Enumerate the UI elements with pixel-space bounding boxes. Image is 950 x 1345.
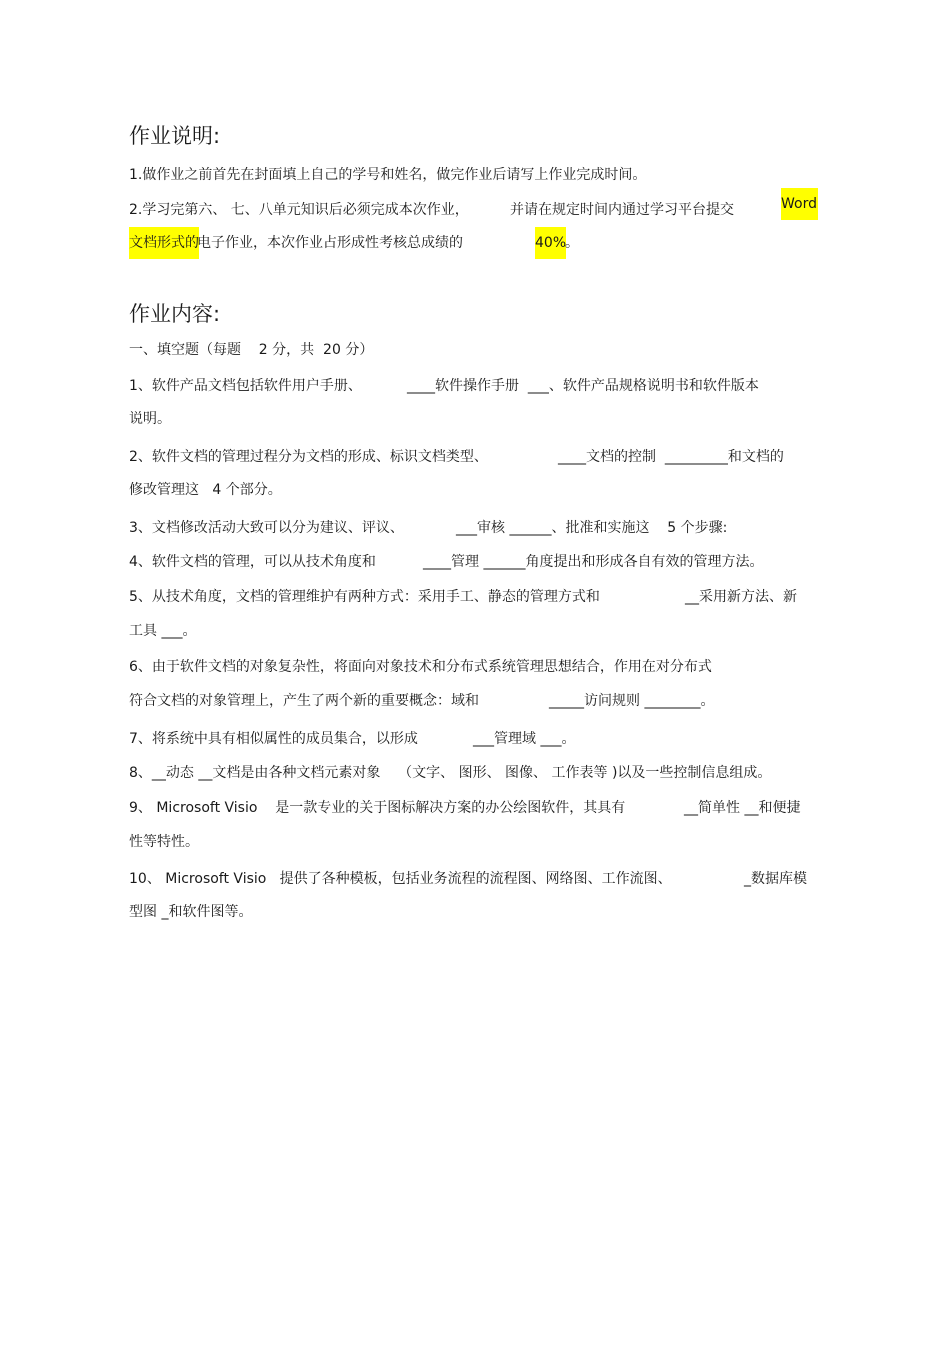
q9-part-b: __简单性 __和便捷 bbox=[684, 800, 801, 816]
q6-part-c: _____访问规则 ________。 bbox=[549, 693, 715, 709]
q9-part-a: 9、 Microsoft Visio 是一款专业的关于图标解决方案的办公绘图软件，其具有 bbox=[129, 800, 626, 816]
q6-part-a: 6、由于软件文档的对象复杂性，将面向对象技术和分布式系统管理思想结合，作用在对分布式 bbox=[129, 659, 712, 675]
word-highlight: Word bbox=[781, 188, 818, 220]
intro-item-2-part-a: 2.学习完第六、 七、八单元知识后必须完成本次作业， bbox=[129, 202, 469, 218]
q10-part-b: _数据库模 bbox=[744, 871, 807, 887]
q3-part-a: 3、文档修改活动大致可以分为建议、评议、 bbox=[129, 520, 404, 536]
intro-heading: 作业说明: bbox=[129, 124, 221, 148]
percent-highlight: 40% bbox=[535, 227, 566, 259]
q1-part-a: 1、软件产品文档包括软件用户手册、 bbox=[129, 378, 362, 394]
q5-part-c: 工具 ___。 bbox=[129, 623, 197, 639]
q4-part-a: 4、软件文档的管理，可以从技术角度和 bbox=[129, 554, 376, 570]
content-heading: 作业内容: bbox=[129, 302, 221, 326]
q1-part-c: 说明。 bbox=[129, 411, 171, 427]
q2-part-a: 2、软件文档的管理过程分为文档的形成、标识文档类型、 bbox=[129, 449, 488, 465]
q10-part-c: 型图 _和软件图等。 bbox=[129, 904, 253, 920]
q6-part-b: 符合文档的对象管理上，产生了两个新的重要概念：域和 bbox=[129, 693, 479, 709]
q7-part-b: ___管理域 ___。 bbox=[473, 731, 576, 747]
q10-part-a: 10、 Microsoft Visio 提供了各种模板，包括业务流程的流程图、网络图、工作流图、 bbox=[129, 871, 672, 887]
q5-part-b: __采用新方法、新 bbox=[685, 589, 797, 605]
intro-item-1: 1.做作业之前首先在封面填上自己的学号和姓名，做完作业后请写上作业完成时间。 bbox=[129, 167, 647, 183]
q9-part-c: 性等特性。 bbox=[129, 834, 199, 850]
q5-part-a: 5、从技术角度，文档的管理维护有两种方式：采用手工、静态的管理方式和 bbox=[129, 589, 600, 605]
docform-highlight: 文档形式的 bbox=[129, 227, 199, 259]
q4-part-b: ____管理 ______角度提出和形成各自有效的管理方法。 bbox=[423, 554, 764, 570]
q1-part-b: ____软件操作手册 ___、软件产品规格说明书和软件版本 bbox=[407, 378, 759, 394]
q2-part-b: ____文档的控制 _________和文档的 bbox=[558, 449, 784, 465]
q2-part-c: 修改管理这 4 个部分。 bbox=[129, 482, 282, 498]
intro-item-2-part-b: 并请在规定时间内通过学习平台提交 bbox=[510, 202, 734, 218]
q3-part-b: ___审核 ______、批准和实施这 5 个步骤: bbox=[456, 520, 728, 536]
question-8: 8、__动态 __文档是由各种文档元素对象 （文字、 图形、 图像、 工作表等 )以及一些控制信息组成。 bbox=[129, 765, 772, 781]
section-1-title: 一、填空题（每题 2 分，共 20 分） bbox=[129, 342, 374, 358]
intro-item-2-part-c: 电子作业，本次作业占形成性考核总成绩的 bbox=[197, 235, 463, 251]
intro-item-2-end: 。 bbox=[565, 235, 579, 251]
q7-part-a: 7、将系统中具有相似属性的成员集合，以形成 bbox=[129, 731, 418, 747]
